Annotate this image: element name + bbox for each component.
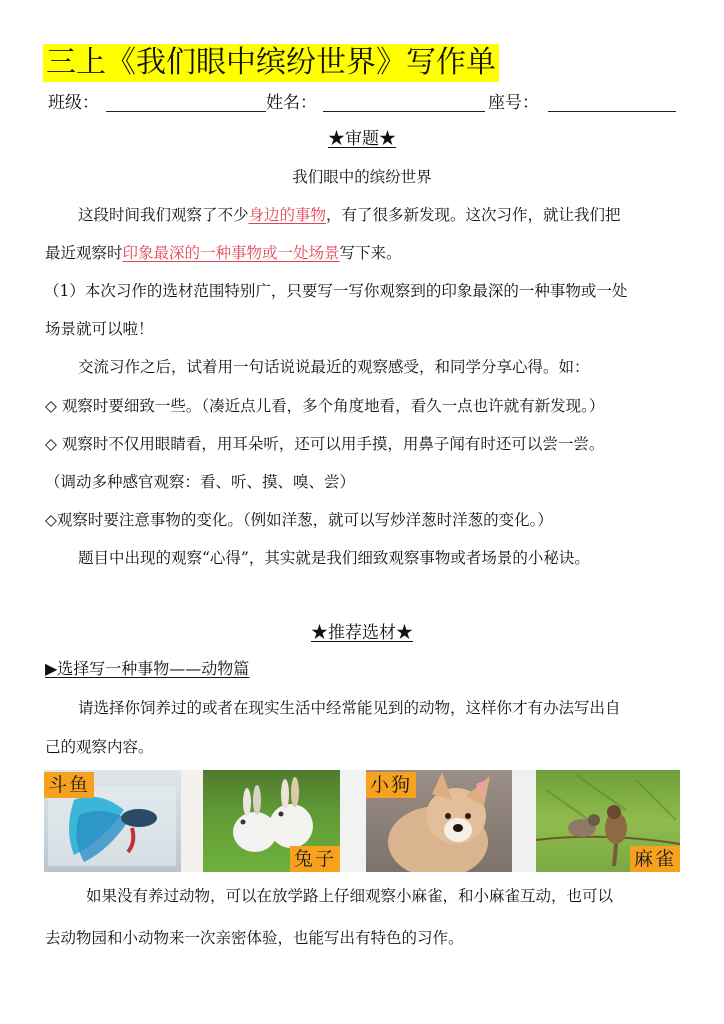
- photo-betta-fish: [44, 770, 181, 872]
- highlight-deepest-impression: 印象最深的一种事物或一处场景: [122, 244, 340, 262]
- tip-item: ◇ 观察时不仅用眼睛看，用耳朵听，还可以用手摸，用鼻子闻有时还可以尝一尝。: [45, 435, 605, 453]
- alternative-paragraph-line2: 去动物园和小动物来一次亲密体验，也能写出有特色的习作。: [45, 929, 464, 947]
- photo-label: 麻雀: [630, 846, 680, 872]
- name-field[interactable]: [323, 111, 485, 112]
- photo-gap: [181, 770, 203, 872]
- material-heading: ★推荐选材★: [311, 623, 413, 643]
- alternative-paragraph-line1: 如果没有养过动物，可以在放学路上仔细观察小麻雀，和小麻雀互动，也可以: [86, 887, 614, 905]
- worksheet-title: 三上《我们眼中缤纷世界》写作单: [43, 44, 499, 82]
- tip-item: ◇ 观察时要细致一些。（凑近点儿看，多个角度地看，看久一点也许就有新发现。）: [45, 397, 605, 415]
- animal-paragraph-line1: 请选择你饲养过的或者在现实生活中经常能见到的动物，这样你才有办法写出自: [78, 699, 621, 717]
- animal-paragraph-line2: 己的观察内容。: [45, 738, 154, 756]
- seat-label: 座号：: [488, 93, 539, 113]
- intro-paragraph-line2: 最近观察时印象最深的一种事物或一处场景写下来。: [45, 244, 402, 262]
- scope-paragraph-line1: （1）本次习作的选材范围特别广，只要写一写你观察到的印象最深的一种事物或一处: [44, 282, 628, 300]
- review-heading: ★审题★: [328, 129, 396, 149]
- class-field[interactable]: [106, 111, 266, 112]
- seat-field[interactable]: [548, 111, 676, 112]
- photo-label: 小狗: [366, 772, 416, 798]
- intro-paragraph-line1: 这段时间我们观察了不少身边的事物，有了很多新发现。这次习作，就让我们把: [78, 206, 621, 224]
- topic-title: 我们眼中的缤纷世界: [292, 168, 432, 186]
- photo-gap: [512, 770, 536, 872]
- animal-subheading: ▶选择写一种事物——动物篇: [45, 659, 250, 678]
- photo-label: 兔子: [290, 846, 340, 872]
- photo-puppy: [366, 770, 512, 872]
- highlight-surroundings: 身边的事物: [248, 206, 327, 224]
- photo-sparrows: [536, 770, 680, 872]
- animal-photo-strip: [44, 770, 680, 872]
- scope-paragraph-line2: 场景就可以啦！: [45, 320, 154, 338]
- class-label: 班级：: [48, 93, 99, 113]
- tip-item: ◇观察时要注意事物的变化。（例如洋葱，就可以写炒洋葱时洋葱的变化。）: [45, 511, 553, 529]
- photo-rabbits: [203, 770, 340, 872]
- share-paragraph: 交流习作之后，试着用一句话说说最近的观察感受，和同学分享心得。如：: [78, 358, 590, 376]
- name-label: 姓名：: [266, 93, 317, 113]
- photo-gap: [340, 770, 366, 872]
- photo-label: 斗鱼: [44, 772, 94, 798]
- tip-summary-paragraph: 题目中出现的观察“心得”，其实就是我们细致观察事物或者场景的小秘诀。: [78, 549, 590, 567]
- tip-item: （调动多种感官观察：看、听、摸、嗅、尝）: [45, 473, 356, 491]
